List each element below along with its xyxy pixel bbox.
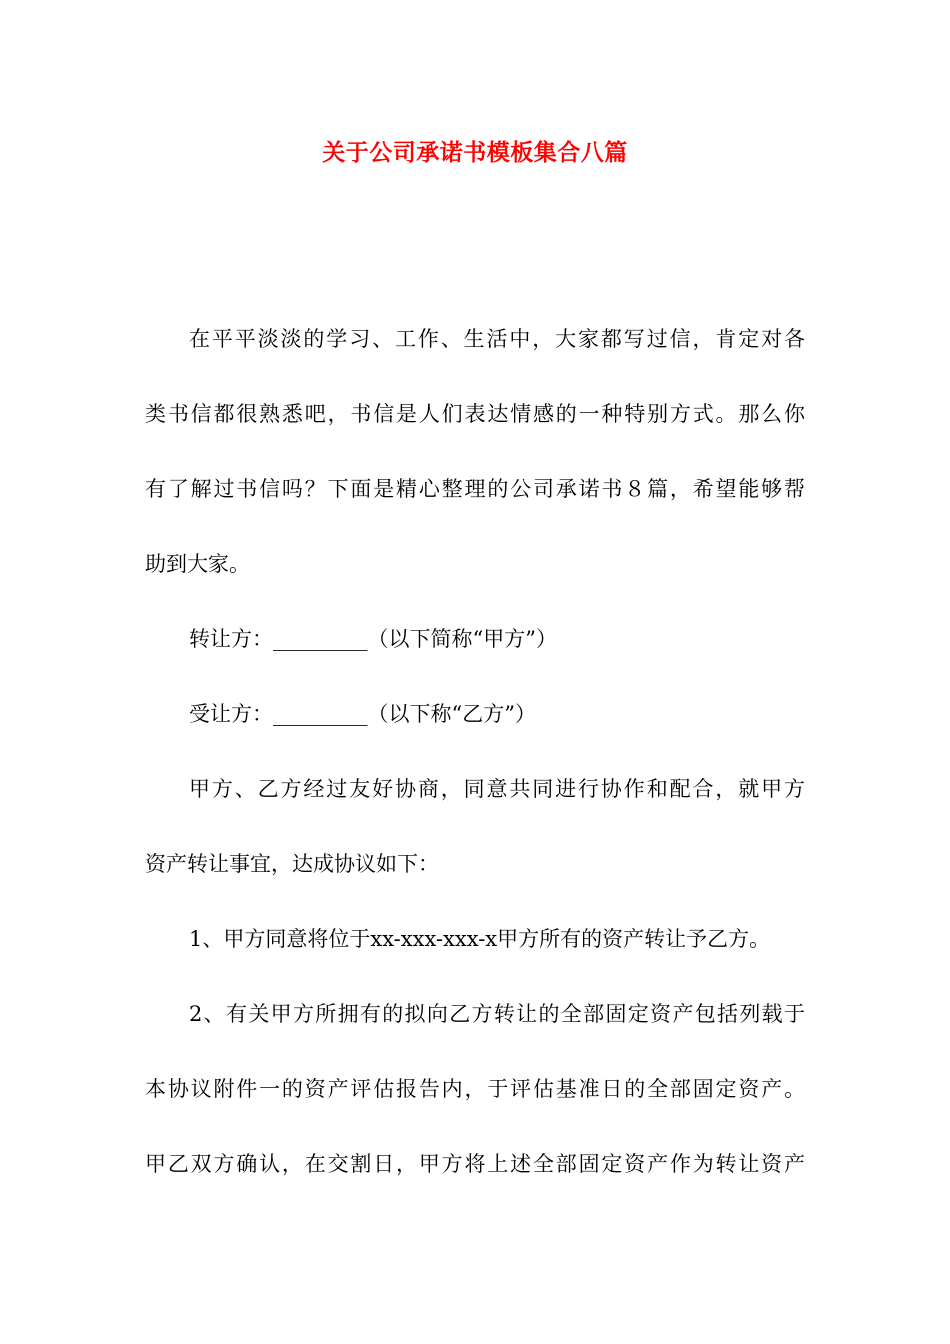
paragraph-line: 有了解过书信吗？下面是精心整理的公司承诺书８篇，希望能够帮 (145, 477, 805, 501)
paragraph-line: 助到大家。 (145, 552, 250, 576)
transferee-line: 受让方：_________（以下称“乙方”） (189, 702, 536, 726)
clause-2-line: 2、有关甲方所拥有的拟向乙方转让的全部固定资产包括列载于 (189, 1002, 805, 1026)
paragraph-line: 类书信都很熟悉吧，书信是人们表达情感的一种特别方式。那么你 (145, 402, 805, 426)
paragraph-line: 甲方、乙方经过友好协商，同意共同进行协作和配合，就甲方 (189, 777, 805, 801)
clause-1-line: 1、甲方同意将位于xx-xxx-xxx-x甲方所有的资产转让予乙方。 (189, 927, 771, 951)
paragraph-line: 在平平淡淡的学习、工作、生活中，大家都写过信，肯定对各 (189, 327, 805, 351)
paragraph-line: 资产转让事宜，达成协议如下： (145, 852, 439, 876)
transferor-line: 转让方：_________（以下简称“甲方”） (189, 627, 557, 651)
paragraph-line: 本协议附件一的资产评估报告内，于评估基准日的全部固定资产。 (145, 1077, 805, 1101)
document-title: 关于公司承诺书模板集合八篇 (322, 139, 628, 166)
paragraph-line: 甲乙双方确认，在交割日，甲方将上述全部固定资产作为转让资产 (145, 1152, 805, 1176)
